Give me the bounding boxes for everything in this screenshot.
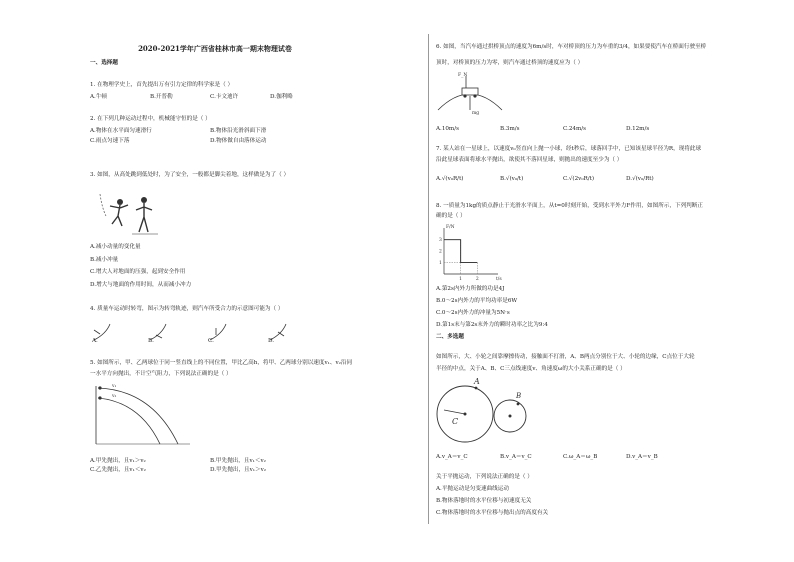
q6-fn-label: F_N [458,73,468,78]
y-axis-label: F/N [446,225,455,230]
y-tick-label: 3 [439,238,442,244]
y-tick-label: 1 [439,261,442,267]
q8-option-a: A.第2s内外力所做的功是4J [436,286,505,292]
q10-option-b: B.物体落地时的水平位移与初速度无关 [436,498,532,504]
friction-wheels-diagram [436,376,536,450]
page-title: 2020-2021学年广西省桂林市高一期末物理试卷 [138,44,292,53]
x-tick-label: 2 [475,277,479,282]
q3-option-b: B.减小冲量 [90,257,119,263]
q7-option-d: D.√(v₀/Rt) [626,176,654,182]
bridge-car-diagram [436,70,506,118]
q2-option-a: A.物体在水平面匀速滑行 [90,128,152,134]
q9-stem-line2: 半径的中点，关于A、B、C三点线速度v、角速度ω的大小关系正确的是（ ） [436,366,626,372]
q3-option-d: D.增大与地面的作用时间，从而减小冲力 [90,282,192,288]
q5-v2-label: v₂ [112,394,117,399]
q1-option-a: A.牛顿 [90,94,108,100]
q6-option-b: B.3m/s [500,126,520,132]
q1-stem: 1. 在物理学史上，首先提出万有引力定律的科学家是（ ） [90,82,234,88]
q8-option-b: B.0～2s内外力的平均功率是6W [436,298,518,304]
x-tick-label: 1 [459,277,463,282]
point-b-label: B [516,392,522,400]
q8-stem-line1: 8. 一质量为1kg的质点静止于光滑水平面上，从t=0时刻开始，受到水平外力F作用，如图所示，下列判断正 [436,203,703,209]
force-time-chart [436,226,500,282]
q10-option-c: C.物体落地时的水平位移与抛出点的高度有关 [436,510,549,516]
series-line [444,240,477,263]
q5-v1-label: v₁ [112,384,117,389]
section-multi: 二、多选题 [436,334,464,340]
q7-stem-line2: 沿此星球表面将球水平抛出，欲使其不落回星球，则抛出的速度至少为（ ） [436,157,623,163]
q4-turning-paths [92,320,312,342]
q1-option-c: C.卡文迪许 [210,94,239,100]
q5-option-a: A.甲先抛出，且v₁＞v₂ [90,458,146,464]
q2-option-d: D.物体做自由落体运动 [210,138,267,144]
q10-stem: 关于平抛运动，下列说法正确的是（ ） [436,474,533,480]
q3-stem: 3. 如图，从高处跳到低处时，为了安全，一般都是脚尖着地，这样做是为了（ ） [90,172,290,178]
q6-option-d: D.12m/s [626,126,650,132]
q4-option-b: B. [148,338,154,344]
q7-option-a: A.√(v₀R/t) [436,176,464,182]
q2-option-c: C.雨点匀速下落 [90,138,130,144]
q8-stem-line2: 确的是（ ） [436,213,466,219]
q6-option-a: A.10m/s [436,126,459,132]
q6-option-c: C.24m/s [563,126,587,132]
q4-option-d: D. [268,338,275,344]
q7-stem-line1: 7. 某人站在一星球上，以速度v₀竖直向上抛一小球，经t秒后，球落回手中，已知该星球半径为R，现将此球 [436,146,702,152]
q5-option-c: C.乙先抛出，且v₁＜v₂ [90,467,146,473]
q6-mg-label: mg [472,111,480,116]
q5-stem-line2: 一水平方向抛出，不计空气阻力，下列说法正确的是（ ） [90,371,232,377]
x-axis-label: t/s [496,277,502,282]
q4-option-a: A. [92,338,98,344]
q5-option-b: B.甲先抛出，且v₁＜v₂ [210,458,266,464]
q9-option-b: B.v_A＝v_C [500,454,532,460]
q7-option-c: C.√(2v₀R/t) [563,176,595,182]
q6-stem-line2: 顶时，对桥顶的压力为零，则汽车通过桥顶的速度应为（ ） [436,60,584,66]
q8-option-d: D.第1s末与第2s末外力的瞬时功率之比为9:4 [436,322,548,328]
point-a-label: A [474,377,480,386]
q4-option-c: C. [208,338,214,344]
q5-stem-line1: 5. 如图所示，甲、乙两球位于同一竖直线上的不同位置，甲比乙高h，将甲、乙两球分别以速度v₁、v₂沿同 [90,360,353,366]
q9-option-c: C.ω_A＝ω_B [563,454,598,460]
projectile-diagram [92,384,192,450]
q9-option-a: A.v_A＝v_C [436,454,468,460]
section-single: 一、选择题 [90,60,118,66]
column-divider [428,34,429,524]
q9-option-d: D.v_A＝v_B [626,454,658,460]
jumping-figure-diagram [92,190,162,238]
q8-option-c: C.0～2s内外力的冲量为5N·s [436,310,510,316]
q3-option-a: A.减小动量的变化量 [90,244,141,250]
q6-stem-line1: 6. 如图，当汽车通过拱桥顶点的速度为6m/s时，车对桥顶的压力为车重的3/4，如果要使汽车在桥面行驶至桥 [436,44,707,50]
point-c-label: C [452,417,459,426]
q5-option-d: D.甲先抛出，且v₁＞v₂ [210,467,267,473]
y-tick-label: 2 [439,249,442,255]
q2-option-b: B.物体沿光滑斜面下滑 [210,128,267,134]
q1-option-d: D.伽利略 [270,94,293,100]
q2-stem: 2. 在下列几种运动过程中，机械能守恒的是（ ） [90,116,211,122]
q4-stem: 4. 质量车运动时转弯，图示为转弯轨迹，则汽车所受合力的示意图可能为（ ） [90,306,284,312]
q9-stem-line1: 如图所示，大、小轮之间靠摩擦传动，接触面不打滑，A、B两点分别位于大、小轮的边缘，C点位于大轮 [436,354,695,360]
q3-option-c: C.增大人对地面的压强，起到安全作用 [90,269,186,275]
q10-option-a: A.平抛运动是匀变速曲线运动 [436,486,509,492]
q1-option-b: B.开普勒 [150,94,173,100]
q7-option-b: B.√(v₀/t) [500,176,524,182]
